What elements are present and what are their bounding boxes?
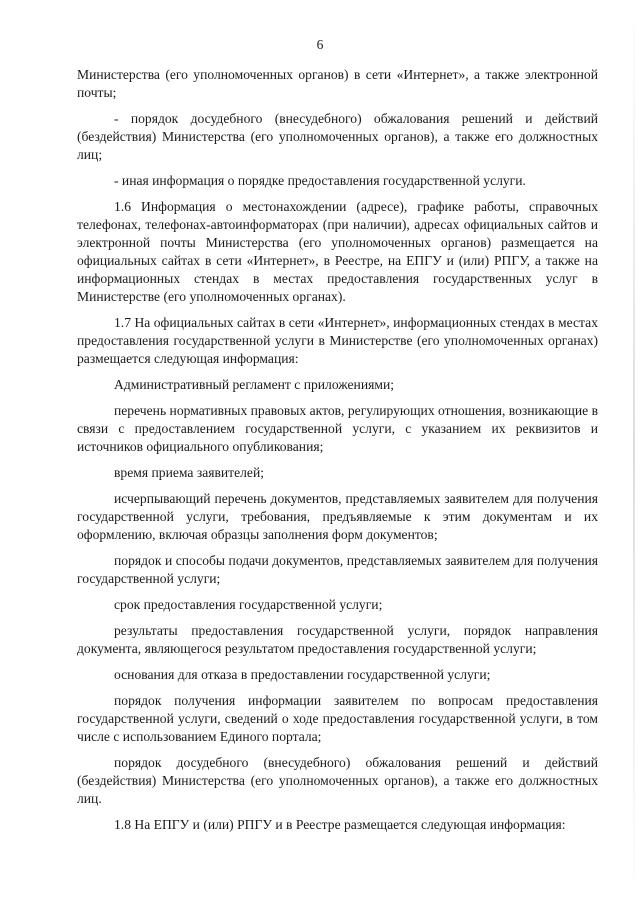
section-1-7: 1.7 На официальных сайтах в сети «Интернет», информационных стендах в местах предоставления государственной услуги в Министерстве (его уполномоченных органах) размещается следующая информация: [77, 315, 598, 366]
list-item: результаты предоставления государственной услуги, порядок направления документа, являющегося результатом предоставления государственной услуги; [77, 623, 598, 656]
list-item: порядок досудебного (внесудебного) обжалования решений и действий (бездействия) Министерства (его уполномоченных органов), а также его должностных лиц. [77, 755, 598, 806]
scan-edge [633, 0, 635, 905]
list-item: время приема заявителей; [114, 465, 265, 480]
list-item: Административный регламент с приложениями; [114, 377, 394, 392]
list-item: перечень нормативных правовых актов, регулирующих отношения, возникающие в связи с предоставлением государственной услуги, с указанием их реквизитов и источников официального опубликования; [77, 403, 598, 454]
list-item: - порядок досудебного (внесудебного) обжалования решений и действий (бездействия) Министерства (его уполномоченных органов), а также его должностных лиц; [77, 111, 598, 162]
list-item: порядок получения информации заявителем по вопросам предоставления государственной услуги, сведений о ходе предоставления государственной услуги, в том числе с использованием Единого портала; [77, 693, 598, 744]
page-number: 6 [316, 37, 324, 52]
document-body [77, 66, 598, 842]
list-item: срок предоставления государственной услуги; [114, 597, 383, 612]
list-item: исчерпывающий перечень документов, представляемых заявителем для получения государственной услуги, требования, предъявляемые к этим документам и их оформлению, включая образцы заполнения форм документов; [77, 491, 598, 542]
list-item: порядок и способы подачи документов, представляемых заявителем для получения государственной услуги; [77, 553, 598, 586]
section-1-6: 1.6 Информация о местонахождении (адресе), графике работы, справочных телефонах, телефонах-автоинформаторах (при наличии), адресах официальных сайтов и электронной почты Министерства (его уполномоченных органов) размещается на официальных сайтах в сети «Интернет», в Реестре, на ЕПГУ и (или) РПГУ, а также на информационных стендах в местах предоставления государственных услуг в Министерстве (его уполномоченных органах). [77, 199, 598, 304]
list-item: - иная информация о порядке предоставления государственной услуги. [114, 173, 526, 188]
paragraph: Министерства (его уполномоченных органов) в сети «Интернет», а также электронной почты; [77, 67, 598, 100]
list-item: основания для отказа в предоставлении государственной услуги; [114, 667, 491, 682]
section-1-8: 1.8 На ЕПГУ и (или) РПГУ и в Реестре размещается следующая информация: [114, 817, 566, 832]
